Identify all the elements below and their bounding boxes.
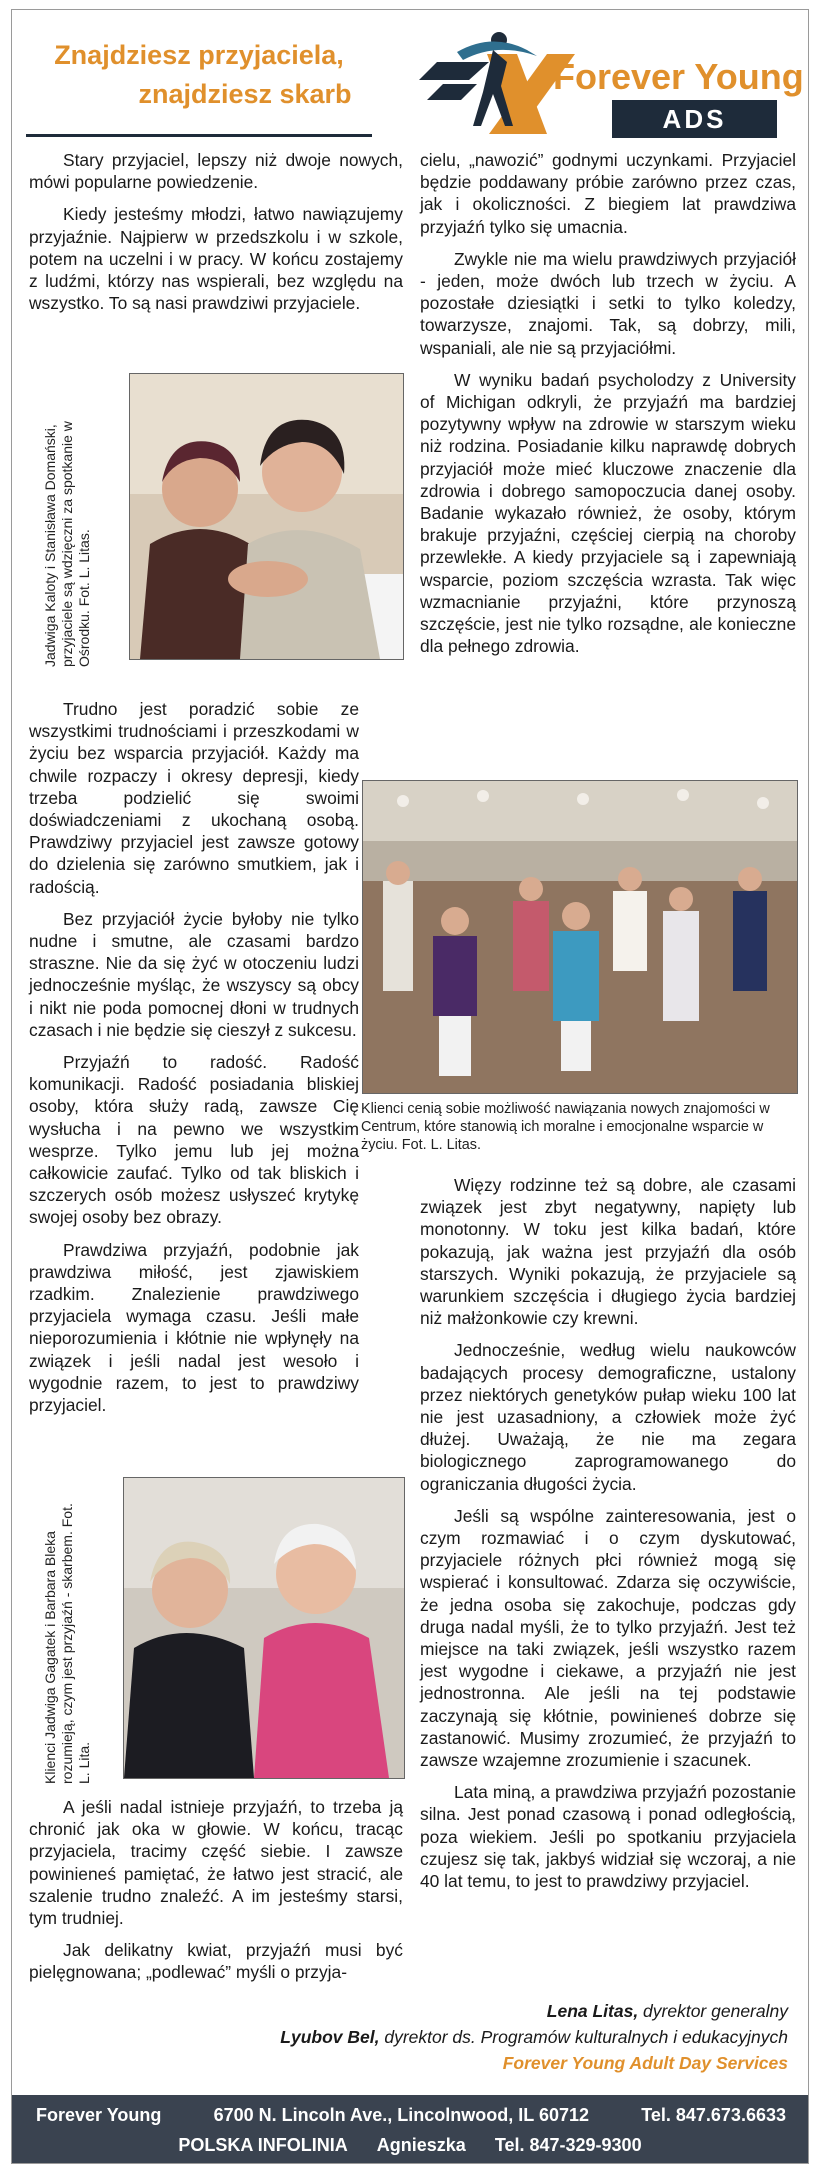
article-page: [11, 9, 809, 2164]
footer-contact-phone: Tel. 847-329-9300: [494, 2135, 642, 2155]
signature-role-1: dyrektor generalny: [638, 2001, 788, 2021]
signature-role-2: dyrektor ds. Programów kulturalnych i edukacyjnych: [379, 2027, 788, 2047]
photo-group-dance: [362, 780, 798, 1094]
photo-2-caption: Klienci Jadwiga Gagatek i Barbara Bleka rozumieją, czym jest przyjaźń - skarbem. Fot. L. Lita.: [42, 1503, 92, 1784]
signature-name-1: Lena Litas,: [546, 2001, 639, 2021]
right-column-top: [420, 149, 796, 667]
left-column-bottom: [29, 1796, 403, 1994]
headline-line-2: znajdziesz skarb: [138, 79, 352, 109]
paragraph: Stary przyjaciel, lepszy niż dwoje nowych, mówi popularne powiedzenie.: [29, 150, 403, 193]
headline-underline: [26, 134, 372, 137]
paragraph: Więzy rodzinne też są dobre, ale czasami związek jest zbyt negatywny, napięty lub monotonny. W toku jest kilka badań, które pokazują, jak ważna jest przyjaźń dla osób starszych. Wyniki pokazują, że przyjaciele są warunkiem szczęścia i długiego życia bardziej niż małżonkowie czy krewni.: [420, 1175, 796, 1329]
footer-address: 6700 N. Lincoln Ave., Lincolnwood, IL 60712: [213, 2105, 589, 2125]
photo-3-caption: Klienci cenią sobie możliwość nawiązania nowych znajomości w Centrum, które stanowią ich moralne i emocjonalne wsparcie w życiu. Fot. L. Litas.: [361, 1101, 770, 1153]
footer-brand: Forever Young: [36, 2105, 162, 2125]
paragraph: cielu, „nawozić” godnymi uczynkami. Przyjaciel będzie poddawany próbie zarówno przez czas, jak i okoliczności. Z biegiem lat prawdziwa przyjaźń tylko się umacnia.: [420, 150, 796, 237]
paragraph: Kiedy jesteśmy młodzi, łatwo nawiązujemy przyjaźnie. Najpierw w przedszkolu i w szkole, potem na uczelni i w pracy. W końcu zostajemy z ludźmi, którzy nas wspierali, bez względu na wszystko. To są nasi prawdziwi przyjaciele.: [29, 204, 403, 314]
left-column-top: [29, 149, 403, 324]
paragraph: Przyjaźń to radość. Radość komunikacji. Radość posiadania bliskiej osoby, która służy radą, zawsze Cię wysłucha i na pewno we wszystkim wesprze. Tylko jemu lub jej można całkowicie zaufać. Tylko od tak bliskich i szczerych osób możesz usłyszeć krytykę swojej osoby bez obrazy.: [29, 1052, 359, 1228]
left-column-middle: [29, 698, 359, 1426]
paragraph: Lata miną, a prawdziwa przyjaźń pozostanie silna. Jest ponad czasową i ponad odległością, poza wiekiem. Jeśli po spotkaniu przyjaciela czujesz się tak, jakbyś widział się wczoraj, a nie 40 lat temu, to jest to prawdziwy przyjaciel.: [420, 1782, 796, 1892]
signature-program-director: [280, 2025, 788, 2049]
signature-name-2: Lyubov Bel,: [280, 2027, 380, 2047]
logo-title: Forever Young: [553, 56, 804, 97]
right-column-bottom: [420, 1174, 796, 1902]
paragraph: Zwykle nie ma wielu prawdziwych przyjaciół - jeden, może dwóch lub trzech w życiu. A pozostałe dziesiątki i setki to tylko koledzy, towarzysze, znajomi. Tak, są dobrzy, mili, wspaniali, ale nie są przyjaciółmi.: [420, 248, 796, 358]
photo-1-caption: Jadwiga Kaloty i Stanisława Domański, przyjaciele są wdzięczni za spotkanie w Ośrodku. Fot. L. Litas.: [42, 421, 92, 667]
paragraph: A jeśli nadal istnieje przyjaźń, to trzeba ją chronić jak oka w głowie. W końcu, tracąc przyjaciela, tracimy część siebie. I zawsze powinieneś pamiętać, że łatwo jest stracić, ale szalenie trudno znaleźć. A im jesteśmy starsi, tym trudniej.: [29, 1797, 403, 1929]
paragraph: W wyniku badań psycholodzy z University of Michigan odkryli, że przyjaźń ma bardziej pozytywny wpływ na zdrowie w starszym wieku niż rodzina. Posiadanie kilku naprawdę dobrych przyjaciół może mieć kluczowe znaczenie dla zdrowia i dobrego samopoczucia danej osoby. Badanie wykazało również, że osoby, którym brakuje przyjaźni, częściej cierpią na choroby przewlekłe. A kiedy przyjaciele są i zapewniają wsparcie, poziom szczęścia wzrasta. Tak więc wzmacnianie przyjaźni, które przynoszą szczęście, jest nie tylko rozsądne, ale konieczne dla pełnego zdrowia.: [420, 369, 796, 657]
signature-director: [547, 1999, 788, 2023]
headline-line-1: Znajdziesz przyjaciela,: [54, 40, 344, 70]
paragraph: Jednocześnie, według wielu naukowców badających procesy demograficzne, ustalony przez niektórych genetyków pułap wieku 100 lat nie jest uzasadniony, a człowiek może żyć dłużej. Uważają, że nie ma zegara biologicznego zaprogramowanego do ograniczania długości życia.: [420, 1340, 796, 1494]
paragraph: Bez przyjaciół życie byłoby nie tylko nudne i smutne, ale czasami bardzo straszne. Nie da się żyć w otoczeniu ludzi jednocześnie myśląc, że wszyscy są obcy i nikt nie poda pomocnej dłoni w trudnych czasach i nie będzie się cieszył z sukcesu.: [29, 908, 359, 1040]
paragraph: Jeśli są wspólne zainteresowania, jest o czym rozmawiać i o czym dyskutować, przyjaciele różnych płci również mogą się wspierać i konsultować. Zdarza się oczywiście, że jedna osoba się zakochuje, podczas gdy druga nadal myśli, że to tylko przyjaźń. Jest też miejsce na taki związek, jeśli wszystko razem jest wygodne i ciekawe, a przyjaźń nie jest jednostronna. Ale jeśli na tej podstawie zaczynają się kłótnie, powinieneś dobrze się zastanowić. Musimy zrozumieć, że przyjaźń to zawsze wzajemne zrozumienie i szacunek.: [420, 1505, 796, 1771]
headline: [26, 36, 372, 114]
logo-subtitle: ADS: [612, 100, 777, 138]
paragraph: Jak delikatny kwiat, przyjaźń musi być pielęgnowana; „podlewać” myśli o przyja-: [29, 1940, 403, 1983]
photo-two-women-smiling: [123, 1477, 405, 1779]
photo-two-women-friends: [129, 373, 404, 660]
footer-infolinia: POLSKA INFOLINIA: [178, 2135, 348, 2155]
footer-contact-name: Agnieszka: [376, 2135, 466, 2155]
footer-bar: [12, 2095, 808, 2163]
paragraph: Prawdziwa przyjaźń, podobnie jak prawdziwa miłość, jest zjawiskiem rzadkim. Znalezienie prawdziwego przyjaciela wymaga czasu. Jeśli małe nieporozumienia i kłótnie nie wpłynęły na związek i jeśli nadal jest wesoło i wygodnie razem, to jest to prawdziwy przyjaciel.: [29, 1239, 359, 1416]
signature-organization: Forever Young Adult Day Services: [502, 2053, 788, 2073]
footer-phone: Tel. 847.673.6633: [641, 2105, 786, 2125]
paragraph: Trudno jest poradzić sobie ze wszystkimi trudnościami i przeszkodami w życiu bez wsparcia przyjaciół. Każdy ma chwile rozpaczy i okresy depresji, kiedy trzeba podzielić się swoimi doświadczeniami z ukochaną osobą. Prawdziwy przyjaciel jest zawsze gotowy do dzielenia się zarówno smutkiem, jak i radością.: [29, 699, 359, 897]
